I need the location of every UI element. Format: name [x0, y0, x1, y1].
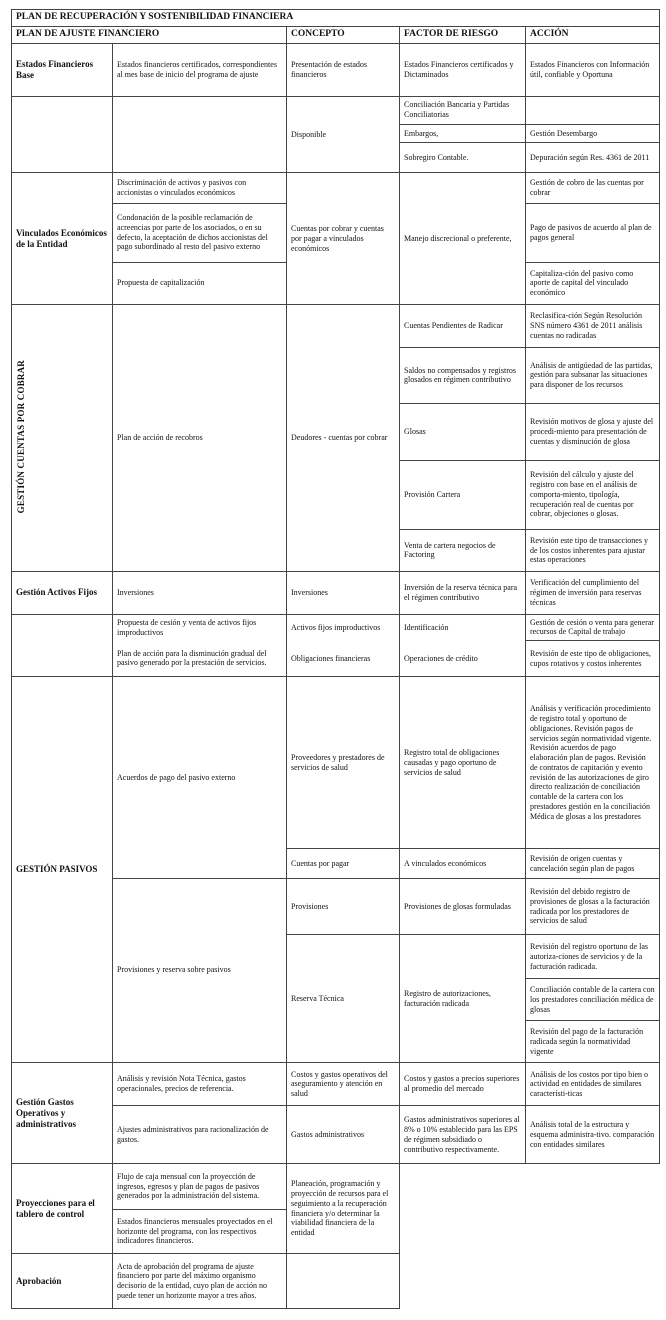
table-title: PLAN DE RECUPERACIÓN Y SOSTENIBILIDAD FINANCIERA	[12, 10, 660, 27]
plan-empty	[113, 96, 287, 173]
factor-cell: Provisión Cartera	[400, 460, 526, 529]
factor-cell: Saldos no compensados y registros glosados en régimen contributivo	[400, 347, 526, 404]
factor-cell: Embargos,	[400, 124, 526, 142]
concepto-cell: Cuentas por cobrar y cuentas por pagar a vinculados económicos	[287, 173, 400, 305]
category-aprobacion: Aprobación	[12, 1254, 113, 1309]
accion-cell: Revisión de este tipo de obligaciones, cupos rotativos y costos inherentes	[526, 640, 660, 676]
accion-cell: Revisión motivos de glosa y ajuste del procedi-miento para presentación de cuentas y disminución de glosa	[526, 404, 660, 461]
category-vinculados: Vinculados Económicos de la Entidad	[12, 173, 113, 305]
factor-cell: Registro total de obligaciones causadas y pago oportuno de servicios de salud	[400, 677, 526, 849]
factor-cell: Gastos administrativos superiores al 8% o 10% establecido para las EPS de régimen subsidiado o contributivo respectivamente.	[400, 1106, 526, 1164]
category-cuentas-por-cobrar	[12, 305, 113, 572]
concepto-cell: Proveedores y prestadores de servicios de salud	[287, 677, 400, 849]
category-proyecciones: Proyecciones para el tablero de control	[12, 1164, 113, 1254]
accion-cell: Depuración según Res. 4361 de 2011	[526, 143, 660, 173]
category-empty	[12, 614, 113, 677]
factor-cell: Inversión de la reserva técnica para el régimen contributivo	[400, 572, 526, 615]
concepto-cell: Gastos administrativos	[287, 1106, 400, 1164]
accion-cell: Análisis total de la estructura y esquema administra-tivo. comparación con entidades similares	[526, 1106, 660, 1164]
factor-cell: Registro de autorizaciones, facturación radicada	[400, 935, 526, 1063]
accion-cell: Análisis de antigüedad de las partidas, gestión para subsanar las situaciones para disponer de los recursos	[526, 347, 660, 404]
factor-cell: Venta de cartera negocios de Factoring	[400, 529, 526, 572]
concepto-cell: Cuentas por pagar	[287, 849, 400, 878]
concepto-cell: Disponible	[287, 96, 400, 173]
plan-cell: Plan de acción de recobros	[113, 305, 287, 572]
category-gastos: Gestión Gastos Operativos y administrativos	[12, 1062, 113, 1163]
factor-cell: Operaciones de crédito	[400, 640, 526, 676]
accion-cell: Conciliación contable de la cartera con los prestadores conciliación médica de glosas	[526, 978, 660, 1021]
factor-cell: Conciliación Bancaria y Partidas Conciliatorias	[400, 96, 526, 124]
accion-cell: Verificación del cumplimiento del régimen de inversión para reservas técnicas	[526, 572, 660, 615]
category-estados-financieros: Estados Financieros Base	[12, 43, 113, 96]
accion-cell: Análisis de los costos por tipo bien o actividad en entidades de similares característi-ticas	[526, 1062, 660, 1106]
plan-cell: Análisis y revisión Nota Técnica, gastos operacionales, precios de referencia.	[113, 1062, 287, 1106]
factor-cell: Cuentas Pendientes de Radicar	[400, 305, 526, 348]
category-activos-fijos: Gestión Activos Fijos	[12, 572, 113, 615]
header-plan: PLAN DE AJUSTE FINANCIERO	[12, 27, 287, 44]
accion-cell: Gestión Desembargo	[526, 124, 660, 142]
concepto-cell: Planeación, programación y proyección de recursos para el seguimiento a la recuperación financiera y/o determinar la viabilidad financiera de la entidad	[287, 1164, 400, 1254]
plan-cell: Condonación de la posible reclamación de acreencias por parte de los asociados, o en su defecto, la aceptación de dichos accionistas del pago subordinado al resto del pasivo externo	[113, 203, 287, 262]
factor-cell: Provisiones de glosas formuladas	[400, 878, 526, 935]
accion-cell: Revisión del registro oportuno de las autoriza-ciones de servicios y de la facturación radicada.	[526, 935, 660, 979]
concepto-cell: Presentación de estados financieros	[287, 43, 400, 96]
concepto-cell: Activos fijos improductivos	[287, 614, 400, 640]
accion-cell: Gestión de cesión o venta para generar recursos de Capital de trabajo	[526, 614, 660, 640]
accion-cell: Reclasifica-ción Según Resolución SNS número 4361 de 2011 análisis cuentas no radicadas	[526, 305, 660, 348]
header-concepto: CONCEPTO	[287, 27, 400, 44]
category-vertical-label: GESTIÓN CUENTAS POR COBRAR	[16, 360, 26, 514]
accion-cell	[526, 96, 660, 124]
header-factor: FACTOR DE RIESGO	[400, 27, 526, 44]
plan-cell: Propuesta de cesión y venta de activos fijos improductivos	[113, 614, 287, 640]
concepto-cell: Costos y gastos operativos del aseguramiento y atención en salud	[287, 1062, 400, 1106]
accion-cell: Revisión este tipo de transacciones y de los costos inherentes para ajustar estas operaciones	[526, 529, 660, 572]
financial-plan-table	[11, 9, 660, 1309]
accion-cell: Pago de pasivos de acuerdo al plan de pagos general	[526, 203, 660, 262]
plan-cell: Propuesta de capitalización	[113, 262, 287, 305]
concepto-empty	[287, 1254, 400, 1309]
factor-cell: Sobregiro Contable.	[400, 143, 526, 173]
concepto-cell: Deudores - cuentas por cobrar	[287, 305, 400, 572]
concepto-cell: Reserva Técnica	[287, 935, 400, 1063]
category-pasivos: GESTIÓN PASIVOS	[12, 677, 113, 1063]
accion-cell: Revisión de origen cuentas y cancelación según plan de pagos	[526, 849, 660, 878]
accion-cell: Gestión de cobro de las cuentas por cobrar	[526, 173, 660, 203]
factor-cell: A vinculados económicos	[400, 849, 526, 878]
factor-cell: Costos y gastos a precios superiores al promedio del mercado	[400, 1062, 526, 1106]
accion-cell: Revisión del debido registro de provisiones de glosas a la facturación radicada por los prestadores de servicios de salud	[526, 878, 660, 935]
empty-region	[400, 1164, 660, 1309]
factor-cell: Estados Financieros certificados y Dictaminados	[400, 43, 526, 96]
plan-cell: Estados financieros mensuales proyectados en el horizonte del programa, con los respectivos indicadores financieros.	[113, 1209, 287, 1254]
concepto-cell: Inversiones	[287, 572, 400, 615]
concepto-cell: Obligaciones financieras	[287, 640, 400, 676]
plan-cell: Plan de acción para la disminución gradual del pasivo generado por la prestación de servicios.	[113, 640, 287, 676]
concepto-cell: Provisiones	[287, 878, 400, 935]
factor-cell: Glosas	[400, 404, 526, 461]
category-empty	[12, 96, 113, 173]
accion-cell: Revisión del pago de la facturación radicada según la normatividad vigente	[526, 1021, 660, 1062]
plan-cell: Estados financieros certificados, correspondientes al mes base de inicio del programa de ajuste	[113, 43, 287, 96]
factor-cell: Identificación	[400, 614, 526, 640]
header-accion: ACCIÓN	[526, 27, 660, 44]
accion-cell: Estados Financieros con Información útil, confiable y Oportuna	[526, 43, 660, 96]
plan-cell: Flujo de caja mensual con la proyección de ingresos, egresos y plan de pagos de pasivos generados por la administración del sistema.	[113, 1164, 287, 1210]
plan-cell: Acta de aprobación del programa de ajuste financiero por parte del máximo organismo decisorio de la entidad, cuyo plan de acción no puede tener un horizonte mayor a tres años.	[113, 1254, 287, 1309]
plan-cell: Acuerdos de pago del pasivo externo	[113, 677, 287, 878]
plan-cell: Discriminación de activos y pasivos con accionistas o vinculados económicos	[113, 173, 287, 203]
accion-cell: Revisión del cálculo y ajuste del registro con base en el análisis de comporta-miento, tipología, recuperación real de cuentas por cobrar, objeciones o glosas.	[526, 460, 660, 529]
factor-cell: Manejo discrecional o preferente,	[400, 173, 526, 305]
accion-cell: Capitaliza-ción del pasivo como aporte de capital del vinculado económico	[526, 262, 660, 305]
accion-cell: Análisis y verificación procedimiento de registro total y oportuno de obligaciones. Revisión pagos de servicios según normatividad vigente. Revisión acuerdos de pago elaboración plan de pagos. Revisión de contratos de capitación y evento revisión de las autorizaciones de giro directo realización de conciliación contable de la cartera con los prestadores gestión en la conciliación Médica de glosas a los prestadores	[526, 677, 660, 849]
plan-cell: Ajustes administrativos para racionalización de gastos.	[113, 1106, 287, 1164]
plan-cell: Inversiones	[113, 572, 287, 615]
plan-cell: Provisiones y reserva sobre pasivos	[113, 878, 287, 1062]
